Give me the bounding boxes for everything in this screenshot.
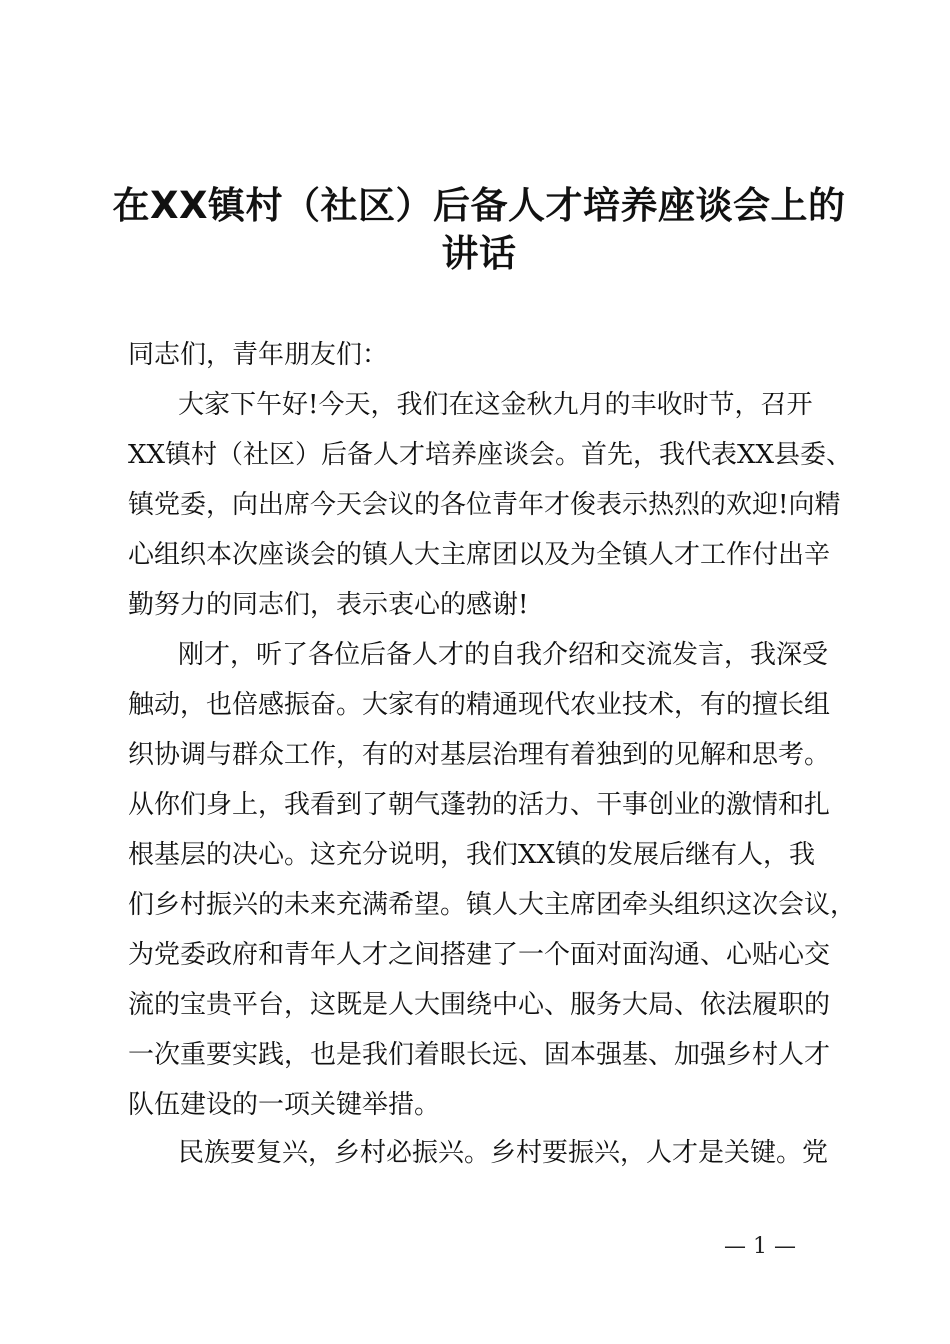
salutation: 同志们，青年朋友们： <box>128 340 389 370</box>
paragraph-line: 一次重要实践，也是我们着眼长远、固本强基、加强乡村人才 <box>128 1040 831 1070</box>
paragraph-line: 织协调与群众工作，有的对基层治理有着独到的见解和思考。 <box>128 740 831 770</box>
paragraph-line: 流的宝贵平台，这既是人大围绕中心、服务大局、依法履职的 <box>128 990 831 1020</box>
paragraph-line: 们乡村振兴的未来充满希望。镇人大主席团牵头组织这次会议， <box>128 890 857 920</box>
paragraph-line: 勤努力的同志们，表示衷心的感谢! <box>128 590 529 620</box>
paragraph-line: 刚才，听了各位后备人才的自我介绍和交流发言，我深受 <box>178 640 829 670</box>
paragraph-line: 从你们身上，我看到了朝气蓬勃的活力、干事创业的激情和扎 <box>128 790 831 820</box>
document-title-line-2: 讲话 <box>441 232 517 275</box>
paragraph-line: 根基层的决心。这充分说明，我们XX镇的发展后继有人，我 <box>128 840 816 870</box>
paragraph-line: 镇党委，向出席今天会议的各位青年才俊表示热烈的欢迎!向精 <box>128 490 841 520</box>
paragraph-line: 为党委政府和青年人才之间搭建了一个面对面沟通、心贴心交 <box>128 940 831 970</box>
paragraph-line: 大家下午好!今天，我们在这金秋九月的丰收时节，召开 <box>178 390 813 420</box>
paragraph-line: 心组织本次座谈会的镇人大主席团以及为全镇人才工作付出辛 <box>128 540 831 570</box>
page-number: — 1 — <box>724 1234 796 1259</box>
paragraph-line: 民族要复兴，乡村必振兴。乡村要振兴，人才是关键。党 <box>178 1138 829 1168</box>
document-title-line-1: 在XX镇村（社区）后备人才培养座谈会上的 <box>112 184 846 227</box>
paragraph-line: XX镇村（社区）后备人才培养座谈会。首先，我代表XX县委、 <box>128 440 853 470</box>
paragraph-line: 队伍建设的一项关键举措。 <box>128 1090 441 1120</box>
paragraph-line: 触动，也倍感振奋。大家有的精通现代农业技术，有的擅长组 <box>128 690 831 720</box>
